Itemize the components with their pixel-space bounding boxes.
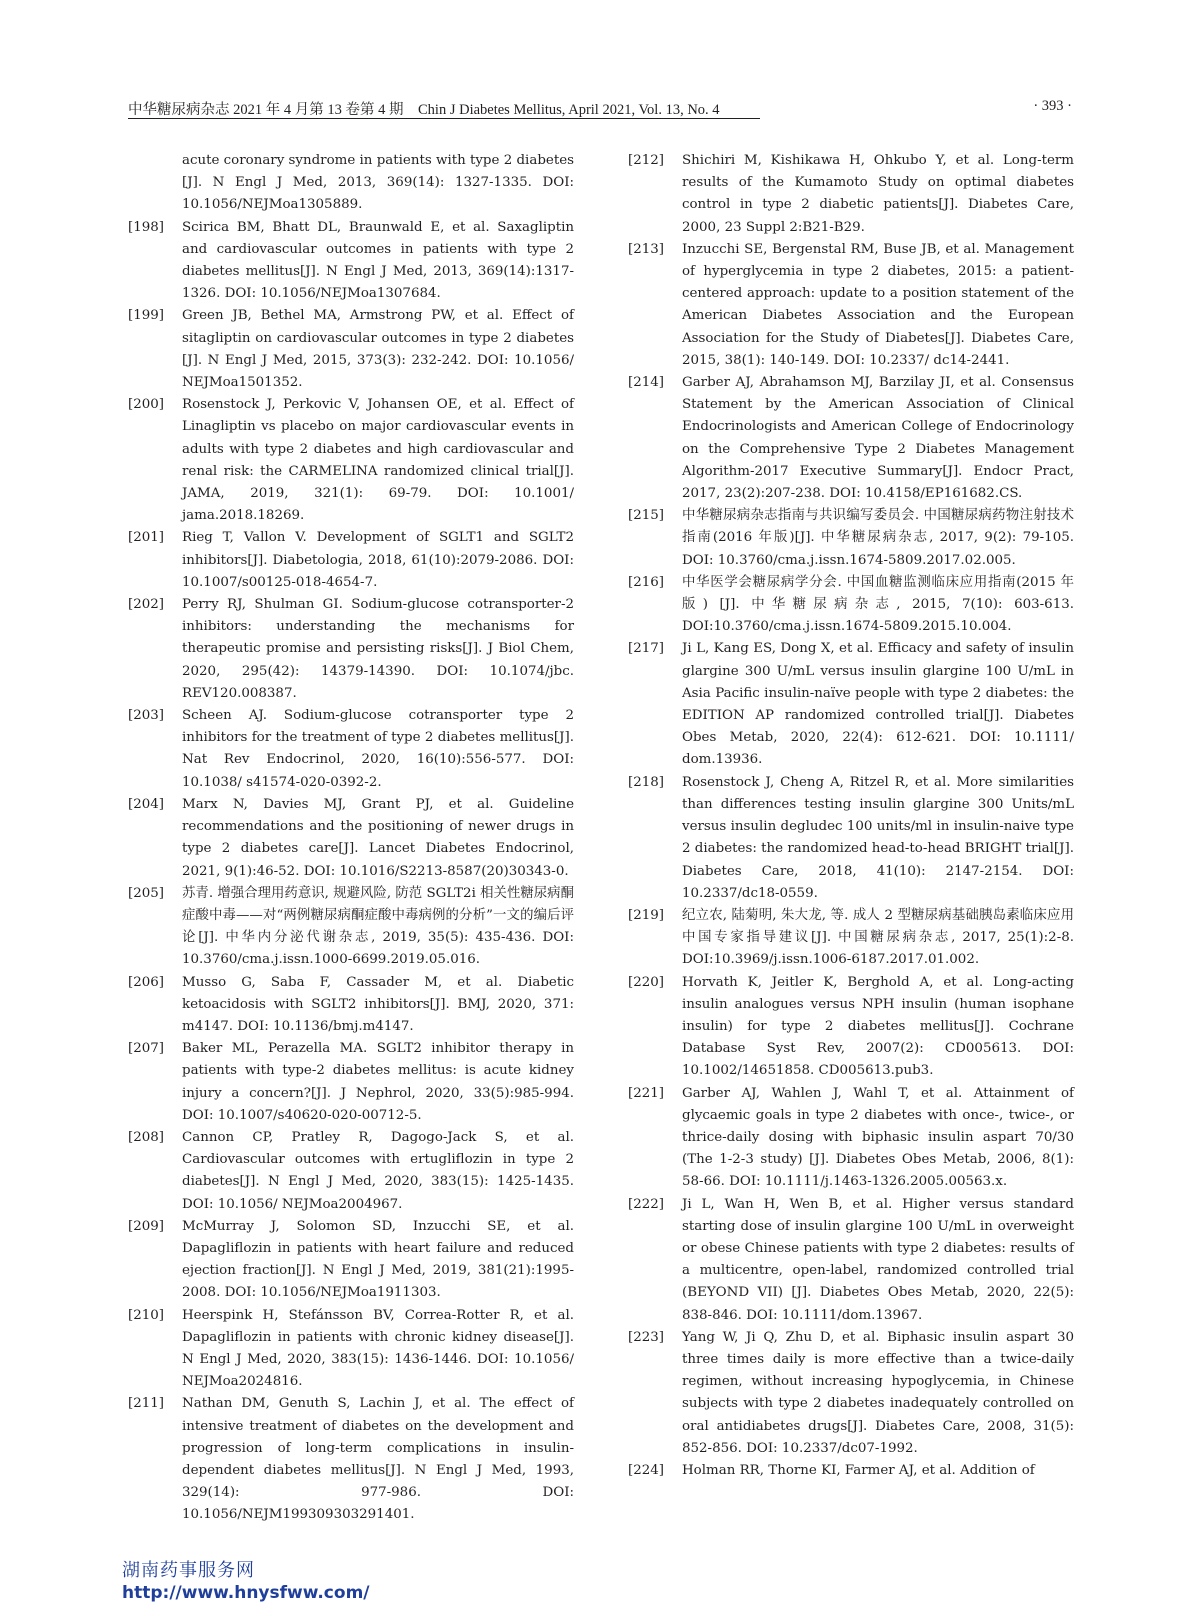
reference-number: [224] bbox=[628, 1462, 665, 1478]
reference-number: [204] bbox=[128, 796, 165, 812]
reference-text: Holman RR, Thorne KI, Farmer AJ, et al. Addition of bbox=[682, 1462, 1035, 1478]
reference-text: Garber AJ, Abrahamson MJ, Barzilay JI, et al. Consensus Statement by the American Association of Clinical Endocrinologists and American College of Endocrinology on the Comprehensive Type 2 Diabetes Management Algorithm-2017 Executive Summary[J]. Endocr Pract, 2017, 23(2):207-238. DOI: 10.4158/EP161682.CS. bbox=[682, 375, 1074, 502]
reference-number: [219] bbox=[628, 907, 665, 923]
reference-item bbox=[628, 1194, 1074, 1327]
reference-text: 苏青. 增强合理用药意识, 规避风险, 防范 SGLT2i 相关性糖尿病酮症酸中毒——对“两例糖尿病酮症酸中毒病例的分析”一文的编后评论[J]. 中华内分泌代谢杂志, 2019, 35(5): 435-436. DOI: 10.3760/cma.j.issn.1000-6699.2019.05.016. bbox=[182, 885, 574, 968]
reference-item bbox=[128, 527, 574, 594]
reference-number: [200] bbox=[128, 397, 165, 413]
reference-item bbox=[128, 594, 574, 705]
reference-text: Inzucchi SE, Bergenstal RM, Buse JB, et al. Management of hyperglycemia in type 2 diabetes, 2015: a patient-centered approach: update to a position statement of the American Diabetes Association and the European Association for the Study of Diabetes[J]. Diabetes Care, 2015, 38(1): 140-149. DOI: 10.2337/ dc14-2441. bbox=[682, 241, 1074, 368]
reference-text: Marx N, Davies MJ, Grant PJ, et al. Guideline recommendations and the positioning of newer drugs in type 2 diabetes care[J]. Lancet Diabetes Endocrinol, 2021, 9(1):46-52. DOI: 10.1016/S2213-8587(20)30343-0. bbox=[182, 796, 574, 879]
reference-item bbox=[628, 150, 1074, 239]
reference-item bbox=[128, 705, 574, 794]
reference-item bbox=[628, 905, 1074, 972]
reference-text: Scheen AJ. Sodium-glucose cotransporter type 2 inhibitors for the treatment of type 2 diabetes mellitus[J]. Nat Rev Endocrinol, 2020, 16(10):556-577. DOI: 10.1038/ s41574-020-0392-2. bbox=[182, 708, 574, 790]
reference-number: [209] bbox=[128, 1218, 165, 1234]
reference-text: 中华医学会糖尿病学分会. 中国血糖监测临床应用指南(2015 年版) [J]. 中华糖尿病杂志, 2015, 7(10): 603-613. DOI:10.3760/cma.j.issn.1674-5809.2015.10.004. bbox=[682, 574, 1074, 635]
reference-item bbox=[128, 794, 574, 883]
reference-item bbox=[128, 1127, 574, 1216]
reference-item bbox=[128, 394, 574, 527]
reference-number: [207] bbox=[128, 1041, 165, 1057]
reference-number: [203] bbox=[128, 708, 165, 724]
reference-item bbox=[128, 305, 574, 394]
journal-citation: 中华糖尿病杂志 2021 年 4 月第 13 卷第 4 期 Chin J Diabetes Mellitus, April 2021, Vol. 13, No. 4 bbox=[128, 102, 720, 118]
reference-item bbox=[628, 1083, 1074, 1194]
reference-text: McMurray J, Solomon SD, Inzucchi SE, et al. Dapagliflozin in patients with heart failure and reduced ejection fraction[J]. N Engl J Med, 2019, 381(21):1995-2008. DOI: 10.1056/NEJMoa1911303. bbox=[182, 1218, 574, 1301]
reference-text: Garber AJ, Wahlen J, Wahl T, et al. Attainment of glycaemic goals in type 2 diabetes with once-, twice-, or thrice-daily dosing with biphasic insulin aspart 70/30 (The 1-2-3 study) [J]. Diabetes Obes Metab, 2006, 8(1): 58-66. DOI: 10.1111/j.1463-1326.2005.00563.x. bbox=[682, 1085, 1074, 1190]
reference-column-left bbox=[128, 150, 574, 1527]
reference-number: [202] bbox=[128, 597, 165, 613]
reference-item bbox=[128, 1393, 574, 1526]
reference-number: [201] bbox=[128, 530, 165, 546]
reference-item bbox=[628, 372, 1074, 505]
reference-number: [216] bbox=[628, 574, 665, 590]
reference-number: [215] bbox=[628, 508, 665, 524]
site-watermark bbox=[122, 1560, 370, 1604]
reference-number: [218] bbox=[628, 774, 665, 790]
reference-item bbox=[128, 883, 574, 972]
reference-text: Horvath K, Jeitler K, Berghold A, et al. Long-acting insulin analogues versus NPH insulin (human isophane insulin) for type 2 diabetes mellitus[J]. Cochrane Database Syst Rev, 2007(2): CD005613. DOI: 10.1002/14651858. CD005613.pub3. bbox=[682, 974, 1074, 1079]
reference-number: [223] bbox=[628, 1329, 665, 1345]
reference-number: [205] bbox=[128, 885, 165, 901]
reference-text: Rosenstock J, Perkovic V, Johansen OE, et al. Effect of Linagliptin vs placebo on major cardiovascular events in adults with type 2 diabetes and high cardiovascular and renal risk: the CARMELINA randomized clinical trial[J]. JAMA, 2019, 321(1): 69-79. DOI: 10.1001/ jama.2018.18269. bbox=[182, 397, 574, 524]
watermark-url[interactable]: http://www.hnysfww.com/ bbox=[122, 1583, 370, 1603]
reference-number: [221] bbox=[628, 1085, 665, 1101]
reference-number: [214] bbox=[628, 375, 665, 391]
reference-text: Nathan DM, Genuth S, Lachin J, et al. The effect of intensive treatment of diabetes on the development and progression of long-term complications in insulin-dependent diabetes mellitus[J]. N Engl J Med, 1993, 329(14): 977-986. DOI: 10.1056/NEJM199309303291401. bbox=[182, 1396, 574, 1523]
reference-item bbox=[628, 505, 1074, 572]
reference-item bbox=[628, 239, 1074, 372]
reference-text: Rieg T, Vallon V. Development of SGLT1 and SGLT2 inhibitors[J]. Diabetologia, 2018, 61(10):2079-2086. DOI: 10.1007/s00125-018-4654-7. bbox=[182, 530, 574, 590]
reference-text: Yang W, Ji Q, Zhu D, et al. Biphasic insulin aspart 30 three times daily is more effective than a twice-daily regimen, without increasing hypoglycemia, in Chinese subjects with type 2 diabetes inadequately controlled on oral antidiabetes drugs[J]. Diabetes Care, 2008, 31(5): 852-856. DOI: 10.2337/dc07-1992. bbox=[682, 1329, 1074, 1456]
reference-number: [208] bbox=[128, 1129, 165, 1145]
reference-item bbox=[128, 217, 574, 306]
reference-text: 中华糖尿病杂志指南与共识编写委员会. 中国糖尿病药物注射技术指南(2016 年版)[J]. 中华糖尿病杂志, 2017, 9(2): 79-105. DOI: 10.3760/cma.j.issn.1674-5809.2017.02.005. bbox=[682, 508, 1074, 568]
reference-text: Green JB, Bethel MA, Armstrong PW, et al. Effect of sitagliptin on cardiovascular outcomes in type 2 diabetes [J]. N Engl J Med, 2015, 373(3): 232-242. DOI: 10.1056/ NEJMoa1501352. bbox=[182, 308, 574, 391]
reference-number: [213] bbox=[628, 241, 665, 257]
reference-text: Perry RJ, Shulman GI. Sodium-glucose cotransporter-2 inhibitors: understanding the mechanisms for therapeutic promise and persisting risks[J]. J Biol Chem, 2020, 295(42): 14379-14390. DOI: 10.1074/jbc. REV120.008387. bbox=[182, 597, 574, 701]
reference-number: [217] bbox=[628, 641, 665, 657]
reference-column-right bbox=[628, 150, 1074, 1482]
reference-number: [222] bbox=[628, 1196, 665, 1212]
reference-text: Baker ML, Perazella MA. SGLT2 inhibitor therapy in patients with type-2 diabetes mellitus: is acute kidney injury a concern?[J]. J Nephrol, 2020, 33(5):985-994. DOI: 10.1007/s40620-020-00712-5. bbox=[182, 1041, 574, 1123]
reference-text: Rosenstock J, Cheng A, Ritzel R, et al. More similarities than differences testing insulin glargine 300 Units/mL versus insulin degludec 100 units/ml in insulin-naive type 2 diabetes: the randomized head-to-head BRIGHT trial[J]. Diabetes Care, 2018, 41(10): 2147-2154. DOI: 10.2337/dc18-0559. bbox=[682, 774, 1074, 901]
reference-item bbox=[628, 638, 1074, 771]
reference-item bbox=[128, 150, 574, 217]
reference-text: Cannon CP, Pratley R, Dagogo-Jack S, et al. Cardiovascular outcomes with ertugliflozin in type 2 diabetes[J]. N Engl J Med, 2020, 383(15): 1425-1435. DOI: 10.1056/ NEJMoa2004967. bbox=[182, 1129, 574, 1212]
reference-number: [211] bbox=[128, 1396, 165, 1412]
reference-number: [210] bbox=[128, 1307, 165, 1323]
reference-item bbox=[128, 1216, 574, 1305]
reference-number: [198] bbox=[128, 219, 165, 235]
running-header bbox=[128, 96, 1072, 122]
reference-text: Shichiri M, Kishikawa H, Ohkubo Y, et al. Long-term results of the Kumamoto Study on optimal diabetes control in type 2 diabetic patients[J]. Diabetes Care, 2000, 23 Suppl 2:B21-B29. bbox=[682, 153, 1074, 235]
reference-item bbox=[128, 972, 574, 1039]
reference-item bbox=[628, 772, 1074, 905]
reference-number: [206] bbox=[128, 974, 165, 990]
reference-text: Heerspink H, Stefánsson BV, Correa-Rotter R, et al. Dapagliflozin in patients with chronic kidney disease[J]. N Engl J Med, 2020, 383(15): 1436-1446. DOI: 10.1056/ NEJMoa2024816. bbox=[182, 1307, 574, 1390]
reference-item bbox=[628, 1460, 1074, 1482]
reference-item bbox=[628, 972, 1074, 1083]
reference-text: Ji L, Wan H, Wen B, et al. Higher versus standard starting dose of insulin glargine 100 U/mL in overweight or obese Chinese patients with type 2 diabetes: results of a multicentre, open-label, randomized controlled trial (BEYOND VII) [J]. Diabetes Obes Metab, 2020, 22(5): 838-846. DOI: 10.1111/dom.13967. bbox=[682, 1196, 1074, 1323]
header-rule bbox=[128, 118, 760, 119]
reference-number: [220] bbox=[628, 974, 665, 990]
reference-number: [199] bbox=[128, 308, 165, 324]
reference-text: Ji L, Kang ES, Dong X, et al. Efficacy and safety of insulin glargine 300 U/mL versus insulin glargine 100 U/mL in Asia Pacific insulin-naïve people with type 2 diabetes: the EDITION AP randomized controlled trial[J]. Diabetes Obes Metab, 2020, 22(4): 612-621. DOI: 10.1111/ dom.13936. bbox=[682, 641, 1074, 768]
reference-text: Musso G, Saba F, Cassader M, et al. Diabetic ketoacidosis with SGLT2 inhibitors[J]. BMJ, 2020, 371: m4147. DOI: 10.1136/bmj.m4147. bbox=[182, 974, 574, 1034]
reference-text: 纪立农, 陆菊明, 朱大龙, 等. 成人 2 型糖尿病基础胰岛素临床应用中国专家指导建议[J]. 中国糖尿病杂志, 2017, 25(1):2-8. DOI:10.3969/j.issn.1006-6187.2017.01.002. bbox=[682, 907, 1074, 968]
reference-item bbox=[628, 572, 1074, 639]
page-number: · 393 · bbox=[1033, 98, 1072, 114]
watermark-site-name: 湖南药事服务网 bbox=[122, 1560, 255, 1581]
reference-number: [212] bbox=[628, 153, 665, 168]
reference-item bbox=[128, 1305, 574, 1394]
reference-text: Scirica BM, Bhatt DL, Braunwald E, et al. Saxagliptin and cardiovascular outcomes in patients with type 2 diabetes mellitus[J]. N Engl J Med, 2013, 369(14):1317-1326. DOI: 10.1056/NEJMoa1307684. bbox=[182, 219, 574, 302]
reference-text: acute coronary syndrome in patients with type 2 diabetes [J]. N Engl J Med, 2013, 369(14): 1327-1335. DOI: 10.1056/NEJMoa1305889. bbox=[182, 153, 574, 213]
reference-item bbox=[628, 1327, 1074, 1460]
reference-item bbox=[128, 1038, 574, 1127]
